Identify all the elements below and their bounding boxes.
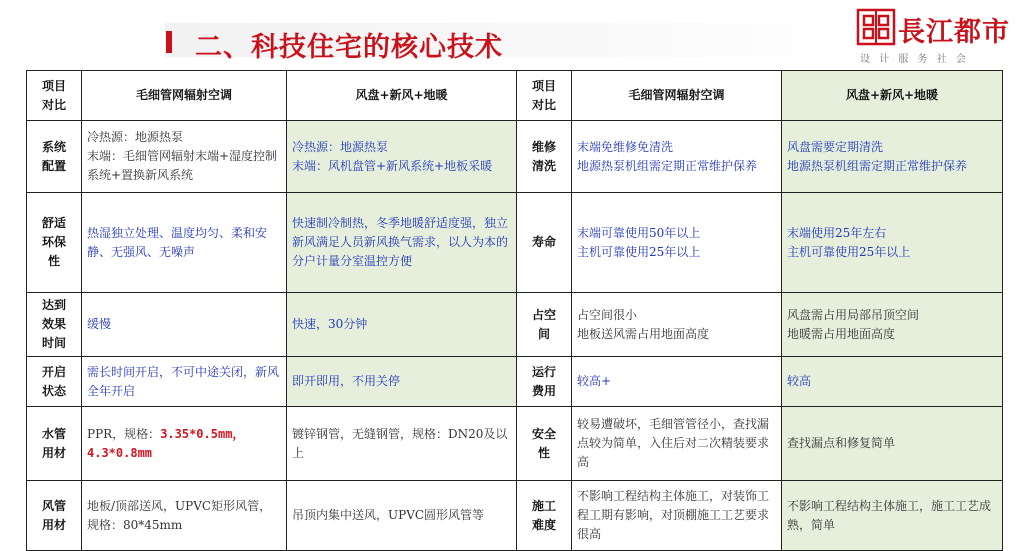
table-row	[27, 407, 1003, 481]
table-row	[27, 293, 1003, 357]
cell-fancoil: 快速制冷制热，冬季地暖舒适度强，独立新风满足人员新风换气需求，以人为本的分户计量分室温控方便	[287, 193, 517, 293]
header-item-label-right: 项目 对比	[517, 71, 572, 121]
cell-capillary-right: 末端免维修免清洗 地源热泵机组需定期正常维护保养	[572, 121, 782, 193]
row-label-right: 寿命	[517, 193, 572, 293]
cell-capillary-right: 末端可靠使用50年以上 主机可靠使用25年以上	[572, 193, 782, 293]
pipe-spec-highlight: 4.3*0.8mm	[87, 445, 153, 460]
cell-capillary: 地板/顶部送风，UPVC矩形风管，规格：80*45mm	[82, 481, 287, 551]
header-capillary: 毛细管网辐射空调	[82, 71, 287, 121]
cell-fancoil: 冷热源：地源热泵 末端：风机盘管+新风系统+地板采暖	[287, 121, 517, 193]
row-label: 达到 效果 时间	[27, 293, 82, 357]
cell-fancoil-right: 风盘需占用局部吊顶空间 地暖需占用地面高度	[782, 293, 1003, 357]
row-label-right: 施工 难度	[517, 481, 572, 551]
brand-name: 長江都市	[898, 17, 1010, 48]
cell-capillary: PPR，规格：3.35*0.5mm， 4.3*0.8mm	[82, 407, 287, 481]
cell-fancoil-right: 风盘需要定期清洗 地源热泵机组需定期正常维护保养	[782, 121, 1003, 193]
cell-capillary-right: 不影响工程结构主体施工，对装饰工程工期有影响，对顶棚施工工艺要求很高	[572, 481, 782, 551]
cell-capillary: 缓慢	[82, 293, 287, 357]
brand-tagline: 设 计 服 务 社 会	[860, 54, 969, 65]
header-capillary-right: 毛细管网辐射空调	[572, 71, 782, 121]
row-label: 舒适 环保 性	[27, 193, 82, 293]
logo-mark-icon	[856, 8, 896, 46]
table-row	[27, 481, 1003, 551]
row-label: 风管 用材	[27, 481, 82, 551]
cell-fancoil-right: 不影响工程结构主体施工，施工工艺成熟，简单	[782, 481, 1003, 551]
row-label: 水管 用材	[27, 407, 82, 481]
cell-capillary-right: 较易遭破坏，毛细管管径小，查找漏点较为简单，入住后对二次精装要求高	[572, 407, 782, 481]
table-row	[27, 357, 1003, 407]
cell-fancoil: 吊顶内集中送风，UPVC圆形风管等	[287, 481, 517, 551]
cell-fancoil-right: 较高	[782, 357, 1003, 407]
title-accent-bar	[166, 31, 172, 53]
row-label: 系统 配置	[27, 121, 82, 193]
header-fancoil-right: 风盘+新风+地暖	[782, 71, 1003, 121]
row-label-right: 占空 间	[517, 293, 572, 357]
table-header-row	[27, 71, 1003, 121]
cell-fancoil: 快速，30分钟	[287, 293, 517, 357]
row-label: 开启 状态	[27, 357, 82, 407]
cell-capillary: 冷热源：地源热泵 末端：毛细管网辐射末端+湿度控制系统+置换新风系统	[82, 121, 287, 193]
cell-fancoil-right: 末端使用25年左右 主机可靠使用25年以上	[782, 193, 1003, 293]
slide-title: 二、科技住宅的核心技术	[195, 32, 503, 63]
table-row	[27, 193, 1003, 293]
row-label-right: 运行 费用	[517, 357, 572, 407]
title-bar	[165, 23, 855, 63]
pipe-spec-highlight: 3.35*0.5mm，	[160, 426, 245, 441]
comparison-table	[26, 70, 1003, 551]
cell-fancoil: 镀锌钢管，无缝钢管，规格：DN20及以上	[287, 407, 517, 481]
table-row	[27, 121, 1003, 193]
company-logo	[856, 8, 1024, 64]
header-fancoil: 风盘+新风+地暖	[287, 71, 517, 121]
cell-capillary: 热湿独立处理、温度均匀、柔和安静、无强风、无噪声	[82, 193, 287, 293]
cell-fancoil-right: 查找漏点和修复简单	[782, 407, 1003, 481]
cell-capillary-right: 占空间很小 地板送风需占用地面高度	[572, 293, 782, 357]
cell-capillary-right: 较高+	[572, 357, 782, 407]
row-label-right: 安全 性	[517, 407, 572, 481]
cell-capillary: 需长时间开启，不可中途关闭，新风全年开启	[82, 357, 287, 407]
header-item-label: 项目 对比	[27, 71, 82, 121]
cell-fancoil: 即开即用，不用关停	[287, 357, 517, 407]
row-label-right: 维修 清洗	[517, 121, 572, 193]
